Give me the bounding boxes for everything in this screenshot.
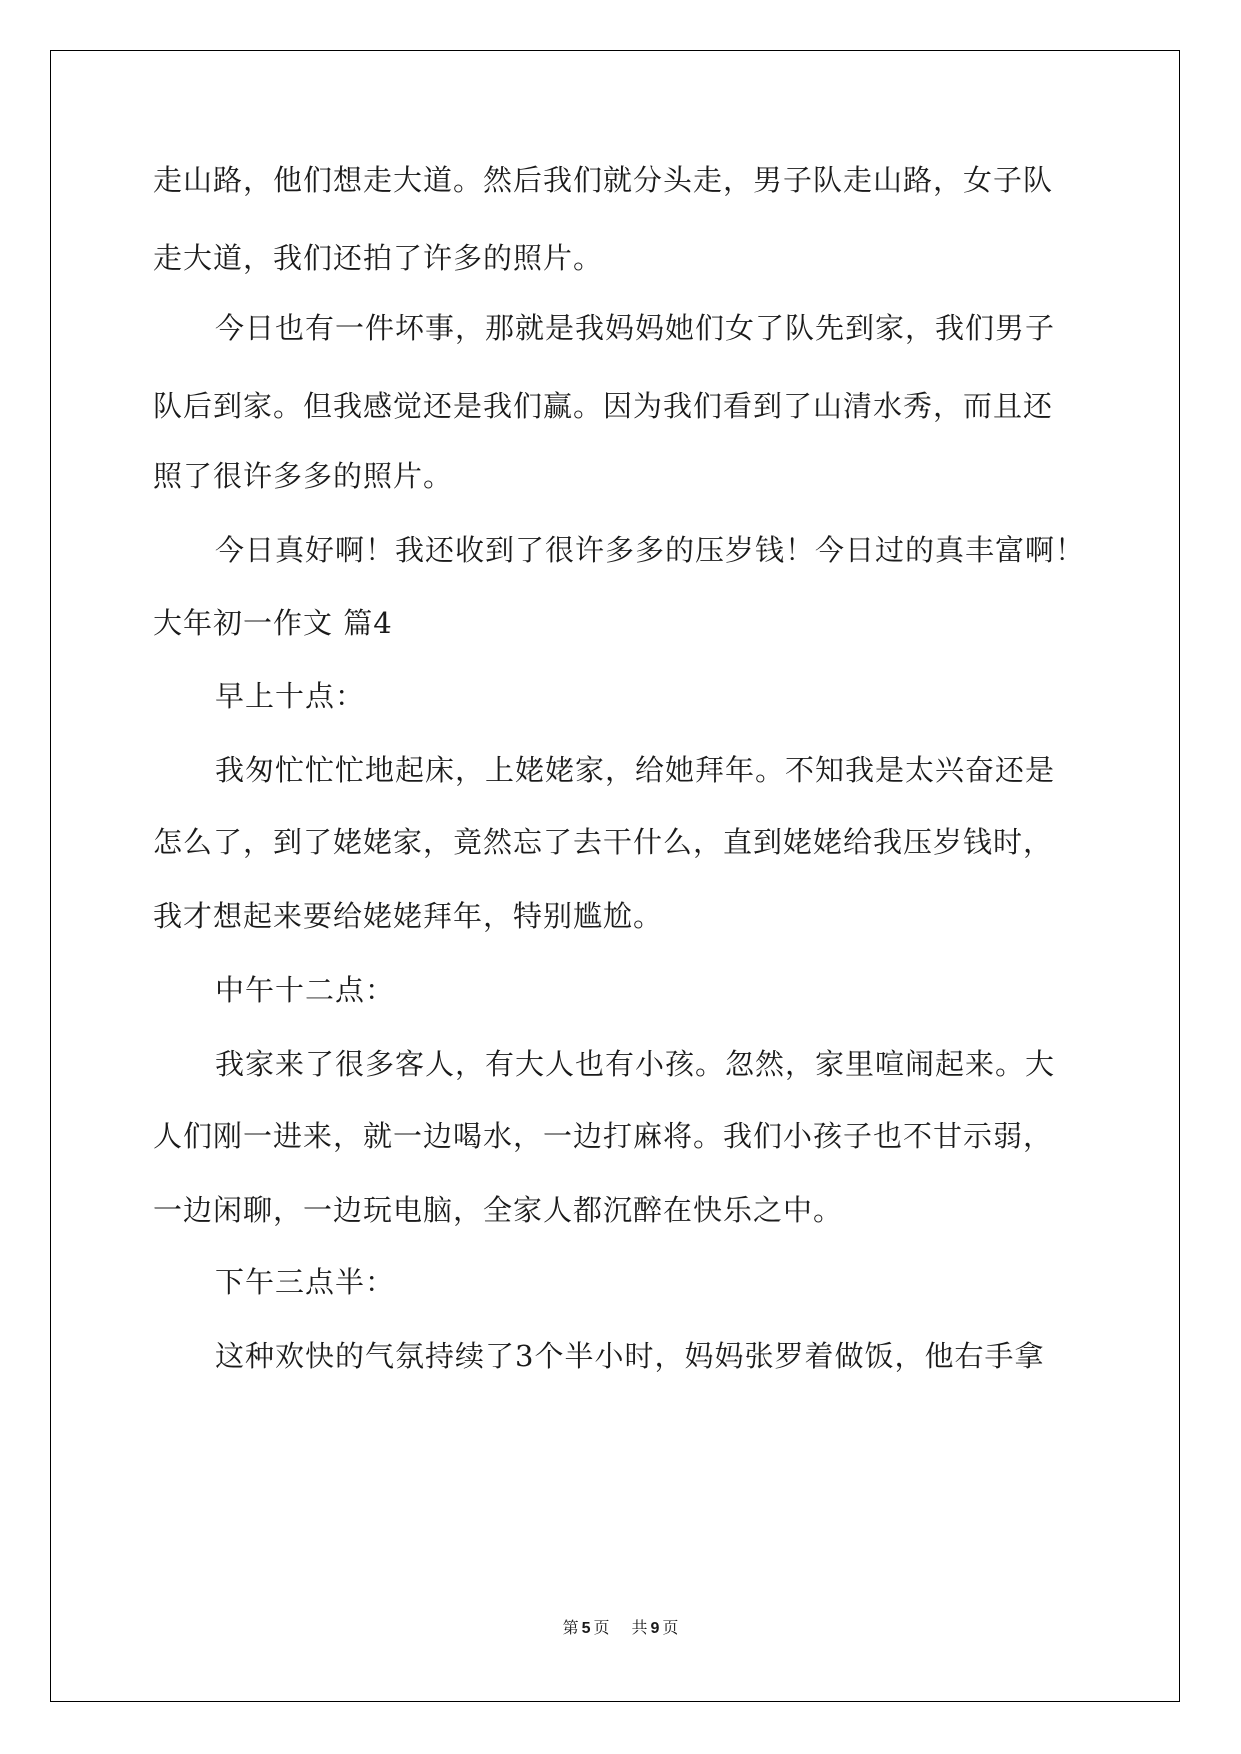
time-heading: 下午三点半： xyxy=(215,1265,396,1299)
paragraph-start-line: 这种欢快的气氛持续了3个半小时，妈妈张罗着做饭，他右手拿 xyxy=(215,1339,1045,1373)
text-line: 走大道，我们还拍了许多的照片。 xyxy=(153,241,604,275)
text-line: 走山路，他们想走大道。然后我们就分头走，男子队走山路，女子队 xyxy=(153,163,1054,197)
total-pages-number: 9 xyxy=(650,1620,660,1637)
page-footer xyxy=(0,1618,1241,1639)
total-suffix: 页 xyxy=(662,1618,679,1637)
text-line: 一边闲聊，一边玩电脑，全家人都沉醉在快乐之中。 xyxy=(153,1193,844,1227)
text-line: 怎么了，到了姥姥家，竟然忘了去干什么，直到姥姥给我压岁钱时， xyxy=(153,825,1054,859)
page-prefix: 第 xyxy=(562,1618,579,1637)
time-heading: 中午十二点： xyxy=(215,973,396,1007)
page-border xyxy=(50,50,1180,1702)
paragraph-start-line: 今日也有一件坏事，那就是我妈妈她们女了队先到家，我们男子 xyxy=(215,311,1056,345)
time-heading: 早上十点： xyxy=(215,679,366,713)
paragraph-start-line: 今日真好啊！我还收到了很许多多的压岁钱！今日过的真丰富啊！ xyxy=(215,533,1086,567)
page-suffix: 页 xyxy=(593,1618,610,1637)
text-line: 人们刚一进来，就一边喝水，一边打麻将。我们小孩子也不甘示弱， xyxy=(153,1119,1054,1153)
text-line: 我才想起来要给姥姥拜年，特别尴尬。 xyxy=(153,899,664,933)
current-page-number: 5 xyxy=(581,1620,591,1637)
paragraph-start-line: 我家来了很多客人，有大人也有小孩。忽然，家里喧闹起来。大 xyxy=(215,1047,1056,1081)
section-heading: 大年初一作文 篇4 xyxy=(153,606,393,640)
total-prefix: 共 xyxy=(631,1618,648,1637)
text-line: 照了很许多多的照片。 xyxy=(153,459,454,493)
paragraph-start-line: 我匆忙忙忙地起床，上姥姥家，给她拜年。不知我是太兴奋还是 xyxy=(215,753,1056,787)
text-line: 队后到家。但我感觉还是我们赢。因为我们看到了山清水秀，而且还 xyxy=(153,389,1054,423)
